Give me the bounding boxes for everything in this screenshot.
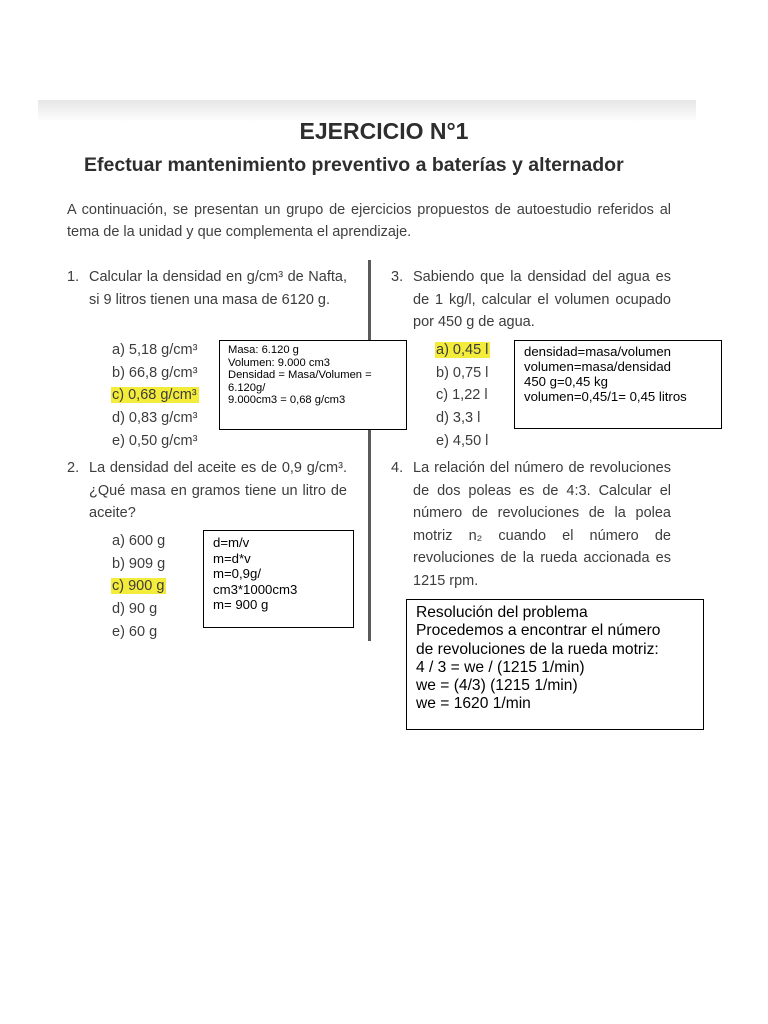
exercise-title: EJERCICIO N°1 [299, 118, 469, 144]
option-e: e) 0,50 g/cm³ [112, 432, 198, 449]
exercise-subtitle: Efectuar mantenimiento preventivo a baterías y alternador [84, 154, 624, 176]
answer-line: volumen=0,45/1= 0,45 litros [524, 389, 687, 404]
question-4 [391, 457, 671, 592]
question-3 [391, 266, 671, 334]
answer-box-q3 [514, 340, 722, 429]
answer-box-q1 [219, 340, 407, 430]
exercise-intro: A continuación, se presentan un grupo de ejercicios propuestos de autoestudio referidos al tema de la unidad y que complementa el aprendizaje. [67, 202, 671, 240]
answer-line: Procedemos a encontrar el número [416, 622, 661, 640]
option-e: e) 4,50 l [436, 432, 489, 449]
option-b: b) 0,75 l [436, 364, 489, 381]
question-text: La densidad del aceite es de 0,9 g/cm³. ¿Qué masa en gramos tiene un litro de aceite? [89, 460, 347, 521]
answer-line: Masa: 6.120 g [228, 344, 299, 356]
answer-line: volumen=masa/densidad [524, 359, 671, 374]
option-a-correct: a) 0,45 l [436, 342, 489, 358]
column-divider [368, 260, 371, 641]
question-number: 3. [391, 269, 404, 285]
question-text: Sabiendo que la densidad del agua es de 1 kg/l, calcular el volumen ocupado por 450 g de agua. [413, 269, 671, 330]
question-number: 4. [391, 460, 404, 476]
question-1 [67, 266, 347, 311]
question-3-options [435, 339, 490, 453]
option-b: b) 66,8 g/cm³ [112, 364, 198, 381]
answer-line: 9.000cm3 = 0,68 g/cm3 [228, 394, 346, 407]
answer-line: cm3*1000cm3 [213, 581, 298, 597]
question-text: La relación del número de revoluciones de dos poleas es de 4:3. Calcular el número de revoluciones de la polea motriz n₂ cuando el número de revoluciones de la rueda accionada es 1215 rpm. [413, 460, 671, 589]
option-c: c) 1,22 l [436, 387, 488, 404]
answer-line: densidad=masa/volumen [524, 344, 671, 359]
answer-line: we = (4/3) (1215 1/min) [416, 677, 578, 695]
answer-box-q4 [406, 599, 704, 730]
option-b: b) 909 g [112, 555, 166, 572]
answer-line: m= 900 g [213, 597, 269, 613]
answer-line: m=d*v [213, 550, 251, 566]
answer-line: we = 1620 1/min [416, 695, 531, 713]
option-c-correct: c) 0,68 g/cm³ [112, 387, 197, 404]
option-d: d) 90 g [112, 601, 158, 618]
option-a: a) 600 g [112, 533, 166, 549]
answer-box-q2 [203, 530, 354, 628]
option-e: e) 60 g [112, 623, 158, 640]
answer-line: Densidad = Masa/Volumen = 6.120g/ [228, 369, 372, 394]
answer-line: 450 g=0,45 kg [524, 374, 608, 389]
question-2 [67, 457, 347, 525]
option-d: d) 0,83 g/cm³ [112, 410, 198, 427]
answer-line: Resolución del problema [416, 604, 588, 621]
answer-line: d=m/v [213, 535, 250, 550]
option-d: d) 3,3 l [436, 410, 481, 427]
question-number: 1. [67, 269, 80, 285]
question-text: Calcular la densidad en g/cm³ de Nafta, si 9 litros tienen una masa de 6120 g. [89, 269, 347, 308]
answer-line: m=0,9g/ [213, 566, 262, 582]
answer-line: de revoluciones de la rueda motriz: [416, 640, 659, 658]
question-2-options [111, 530, 167, 644]
question-number: 2. [67, 460, 80, 476]
answer-line: Volumen: 9.000 cm3 [228, 356, 330, 369]
answer-line: 4 / 3 = we / (1215 1/min) [416, 658, 585, 676]
option-a: a) 5,18 g/cm³ [112, 342, 198, 358]
question-1-options [111, 339, 199, 453]
option-c-correct: c) 900 g [112, 578, 165, 595]
